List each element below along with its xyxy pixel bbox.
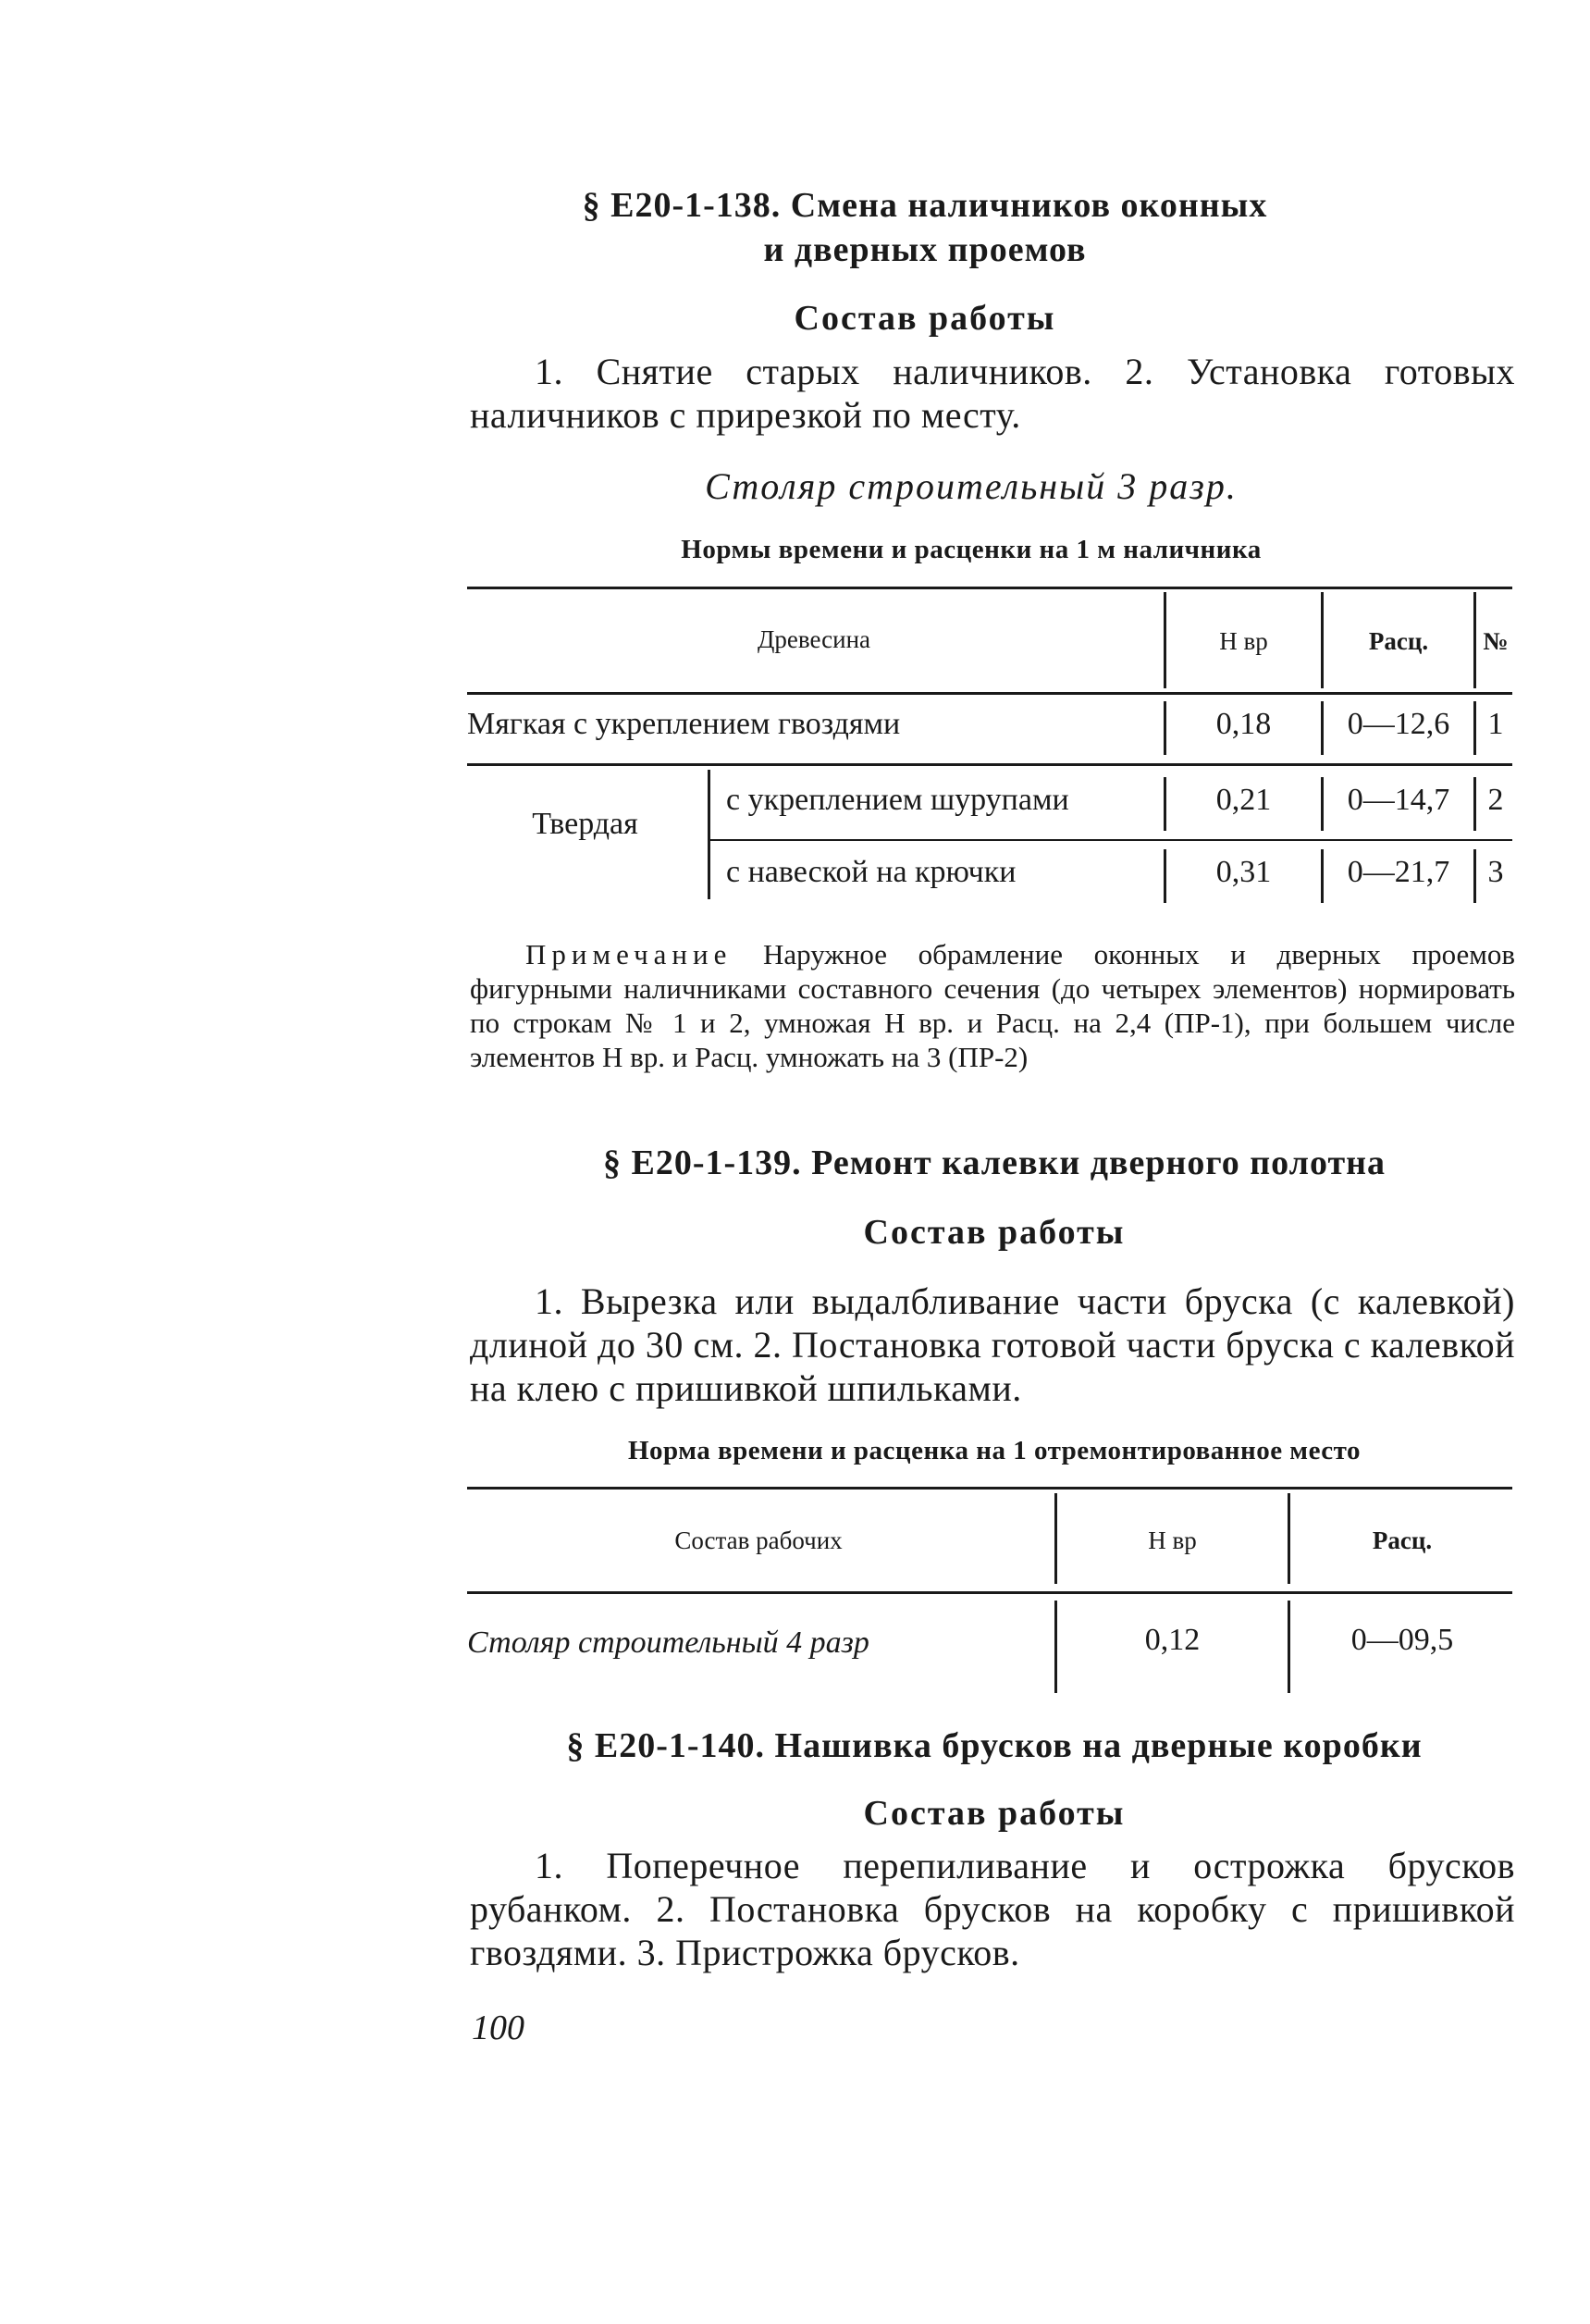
table-subrow-rule (710, 839, 1512, 841)
row-group-hard: Твердая (532, 807, 638, 841)
section-139-work-text: 1. Вырезка или выдалбливание части бруска (с калевкой) длиной до 30 см. 2. Постановка готовой части бруска с калевкой на клею с пришивкой шпильками. (470, 1280, 1515, 1409)
section-138-worker: Столяр строительный 3 разр. (705, 465, 1238, 507)
section-139-work-heading: Состав работы (863, 1213, 1126, 1252)
page-number: 100 (472, 2009, 524, 2047)
note-text: Наружное обрамление оконных и дверных проемов фигурными наличниками составного сечения (до четырех элементов) нормировать по строкам № 1 и 2, умножая Н вр. и Расц. на 2,4 (ПР-1), при большем числе элементов Н вр. и Расц. умножать на 3 (ПР-2) (470, 938, 1516, 1073)
header-no: № (1483, 627, 1509, 655)
header-nvr: Н вр (1219, 627, 1268, 655)
row1-no: 1 (1487, 707, 1504, 741)
section-138-table-caption: Нормы времени и расценки на 1 м наличника (681, 535, 1262, 564)
row-rate-2: 0—09,5 (1350, 1623, 1454, 1657)
row1-wood: Мягкая с укреплением гвоздями (467, 707, 901, 741)
header-wood: Древесина (757, 625, 870, 653)
section-138-work-heading: Состав работы (794, 299, 1056, 338)
header-rate: Расц. (1368, 627, 1429, 655)
table-row-rule (467, 763, 1512, 766)
section-138-heading (462, 183, 1387, 272)
row3-rate: 0—21,7 (1347, 855, 1450, 889)
section-139-table-caption: Норма времени и расценка на 1 отремонтированное место (627, 1436, 1362, 1465)
section-140-work-heading: Состав работы (863, 1794, 1126, 1833)
row1-nvr: 0,18 (1215, 707, 1272, 741)
section-138-heading-line2: и дверных проемов (763, 230, 1087, 269)
row2-rate: 0—14,7 (1347, 783, 1450, 817)
row3-nvr: 0,31 (1215, 855, 1272, 889)
header-crew: Состав рабочих (674, 1527, 843, 1554)
header-rate-2: Расц. (1372, 1527, 1433, 1554)
row-crew: Столяр строительный 4 разр (467, 1626, 869, 1660)
row1-rate: 0—12,6 (1347, 707, 1450, 741)
row-nvr-2: 0,12 (1144, 1623, 1201, 1657)
row2-sub: с укреплением шурупами (726, 783, 1069, 817)
section-138-note (470, 937, 1515, 1074)
row2-nvr: 0,21 (1215, 783, 1272, 817)
row3-no: 3 (1487, 855, 1504, 889)
section-138-work-text: 1. Снятие старых наличников. 2. Установка готовых наличников с прирезкой по месту. (470, 351, 1515, 436)
section-139-heading: § Е20-1-139. Ремонт калевки дверного полотна (602, 1143, 1387, 1182)
header-nvr-2: Н вр (1148, 1527, 1197, 1554)
note-label: Примечание (525, 938, 733, 970)
section-140-heading: § Е20-1-140. Нашивка брусков на дверные коробки (566, 1726, 1423, 1765)
section-140-work-text: 1. Поперечное перепиливание и острожка брусков рубанком. 2. Постановка брусков на коробку с пришивкой гвоздями. 3. Пристрожка брусков. (470, 1845, 1515, 1973)
table-top-rule (467, 587, 1512, 589)
row3-sub: с навеской на крючки (726, 855, 1017, 889)
row2-no: 2 (1487, 783, 1504, 817)
table-header-rule (467, 692, 1512, 695)
section-138-heading-line1: § Е20-1-138. Смена наличников оконных (582, 186, 1268, 225)
